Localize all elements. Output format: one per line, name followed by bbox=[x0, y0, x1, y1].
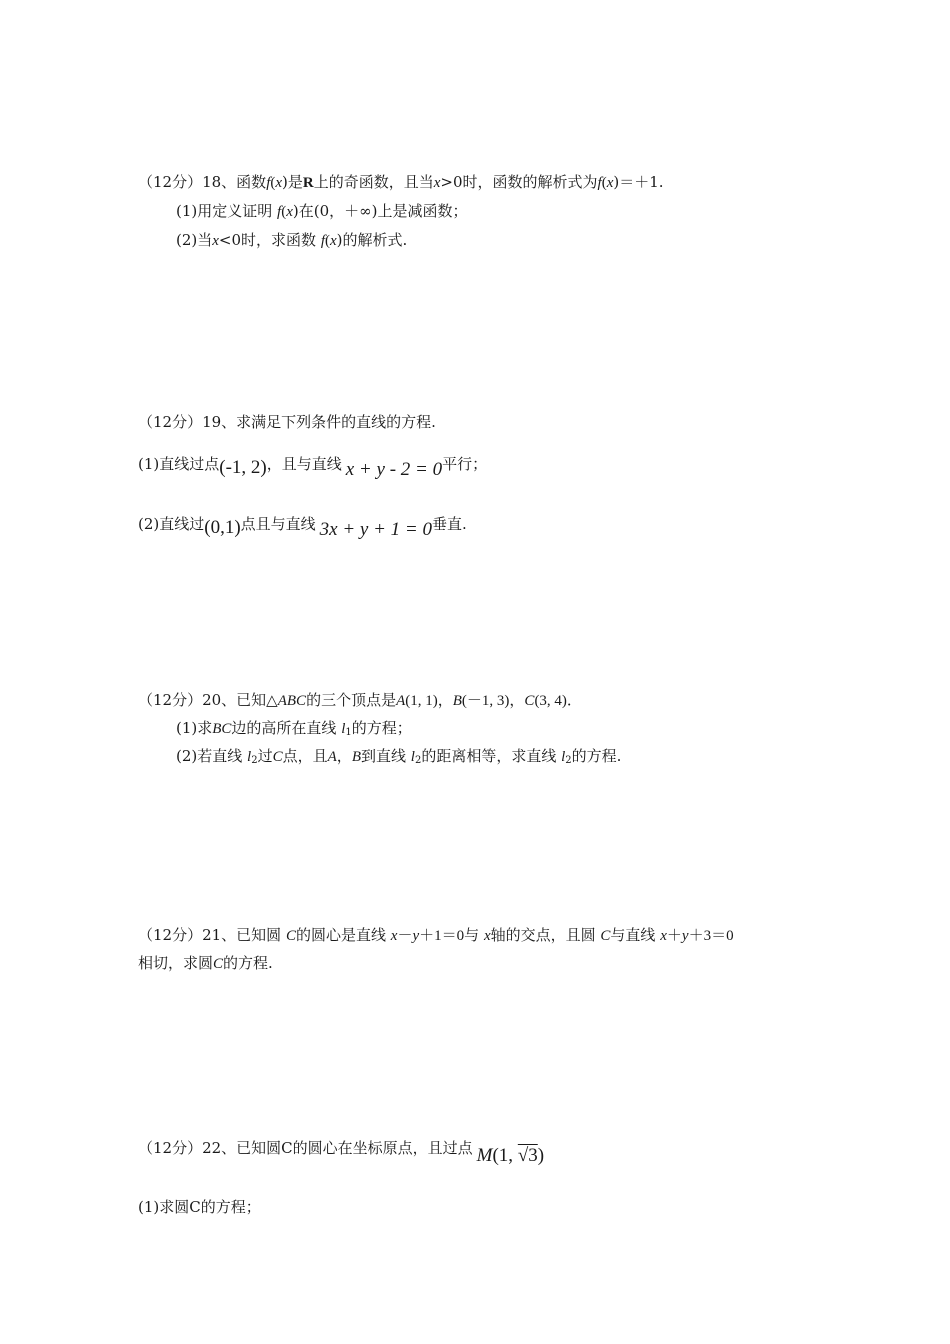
q22-header: （12分）22、已知圆C的圆心在坐标原点，且过点 M(1, √3) bbox=[138, 1139, 545, 1166]
q20-part2: (2)若直线 $l_2$过C点，且A，B到直线 $l_2$的距离相等，求直线 $l_2$的方程. bbox=[176, 747, 622, 766]
q21-line1: （12分）21、已知圆 C的圆心是直线 x－y＋1＝0与 x轴的交点，且圆 C与直线 x＋y＋3＝0 bbox=[138, 926, 734, 944]
q19-part2: (2)直线过(0,1)点且与直线 3x + y + 1 = 0垂直. bbox=[138, 515, 467, 540]
q18-part2: (2)当x<0时，求函数 f(x)的解析式. bbox=[176, 231, 408, 249]
q21-line2: 相切，求圆C的方程. bbox=[138, 954, 273, 972]
q18-part1: (1)用定义证明 f(x)在(0，＋∞)上是减函数； bbox=[176, 202, 468, 220]
q22-point-m: M(1, √3) bbox=[476, 1145, 545, 1166]
q22-part1: (1)求圆C的方程； bbox=[138, 1198, 261, 1216]
q20-header: （12分）20、已知△ABC的三个顶点是A(1, 1)，B(－1, 3)，C(3, 4)． bbox=[138, 691, 582, 709]
q19-part1: (1)直线过点(-1, 2)，且与直线 x + y - 2 = 0平行； bbox=[138, 455, 488, 480]
q20-part1: (1)求BC边的高所在直线 $l_1$的方程； bbox=[176, 719, 412, 738]
q18-header: （12分）18、函数f(x)是R上的奇函数，且当x>0时，函数的解析式为f(x)＝＋1. bbox=[138, 173, 664, 191]
q19-header: （12分）19、求满足下列条件的直线的方程. bbox=[138, 413, 436, 431]
